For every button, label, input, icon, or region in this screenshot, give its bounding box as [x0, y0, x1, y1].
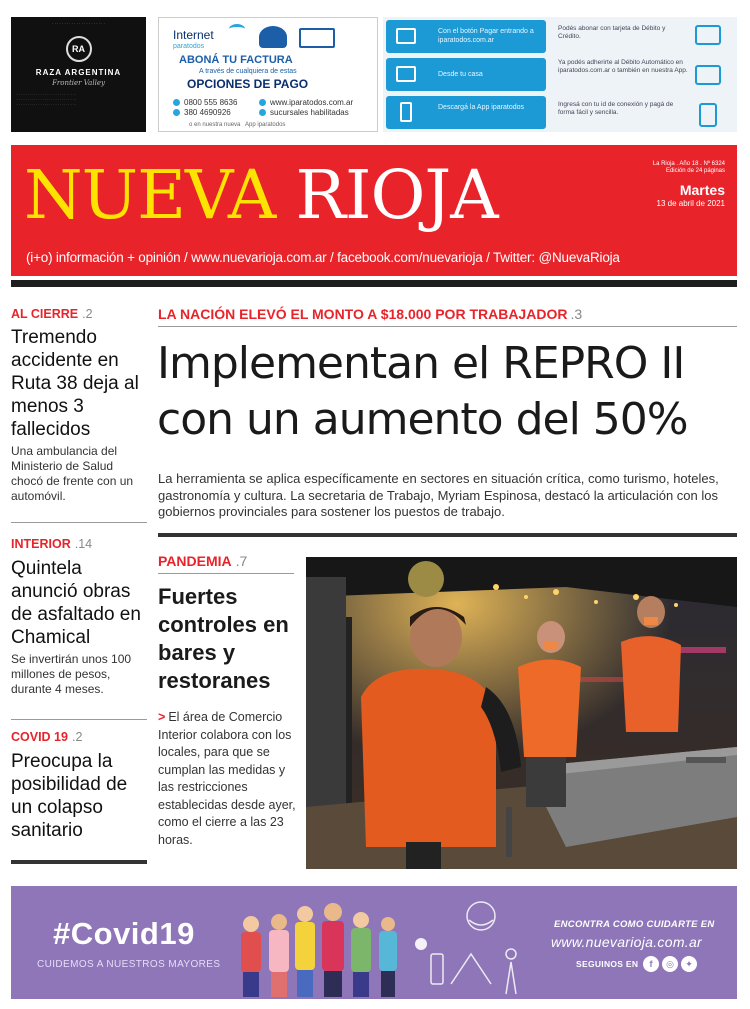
ad-footer: o en nuestra nueva App iparatodos: [189, 122, 286, 128]
left-story-covid[interactable]: [11, 730, 147, 842]
story-kicker: AL CIERRE .2: [11, 307, 93, 321]
debit-icon: [695, 65, 721, 85]
cursor-icon: [396, 28, 416, 44]
whatsapp-icon: [173, 109, 180, 116]
story-summary: Se invertirán unos 100 millones de pesos, durante 4 meses.: [11, 652, 132, 696]
story-kicker: COVID 19 .2: [11, 730, 83, 744]
pandemia-kicker: PANDEMIA .7: [158, 553, 248, 569]
raza-argentina-logo: RA: [66, 36, 92, 62]
edition-number: La Rioja . Año 18 . Nº 6324: [652, 161, 725, 167]
location-icon: [259, 109, 266, 116]
divider: [11, 719, 147, 720]
ad-desc-3: Ingresá con tu id de conexión y pagá de forma fácil y sencilla.: [558, 101, 674, 116]
story-headline: Preocupa la posibilidad de un colapso sanitario: [11, 751, 128, 841]
monitor-icon: [396, 66, 416, 82]
left-story-interior[interactable]: [11, 537, 147, 697]
virus-icon: [415, 938, 427, 950]
covid-banner[interactable]: [11, 886, 737, 999]
divider: [11, 522, 147, 523]
ad-brand: RAZA ARGENTINA: [35, 68, 122, 77]
pandemia-headline[interactable]: Fuertes controles en bares y restoranes: [158, 584, 289, 693]
ad-brand: Internet paratodos: [173, 28, 214, 50]
edition-meta: [653, 161, 725, 208]
pandemia-body: > El área de Comercio Interior colabora con los locales, para que se cumplan las medidas y las restricciones establecidas desde ayer, como el cierre a las 23 horas.: [158, 710, 296, 847]
masthead-slogan: (i+o) información + opinión / www.nuevarioja.com.ar / facebook.com/nuevarioja / Twitter: @NuevaRioja: [26, 250, 620, 265]
facebook-icon[interactable]: f: [643, 956, 659, 972]
phone-1: 0800 555 8636: [173, 98, 237, 107]
download-app-button[interactable]: Descargá la App iparatodos: [386, 96, 546, 129]
edition-day: Martes: [679, 182, 725, 198]
pay-online-button[interactable]: Con el botón Pagar entrando a iparatodos.com.ar: [386, 20, 546, 53]
ad-raza-argentina[interactable]: · · · · · · · · · · · · · · · · · · · · · · RA RAZA ARGENTINA Frontier Valley · · · · · · · · · · · · · · · · · · · · · · · · · · · · · · · · · · · · · · · · · · · · · · · · · · · · · · · · · · · · · · · · · · · · · · · · · · · · · · · · · · · ·: [11, 17, 146, 132]
inspectors-at-bar-image: [306, 557, 737, 869]
story-kicker: INTERIOR .14: [11, 537, 93, 551]
story-headline: Tremendo accidente en Ruta 38 deja al menos 3 fallecidos: [11, 327, 139, 440]
smartphone-icon: [400, 102, 412, 122]
divider: [158, 573, 294, 574]
globe-icon: [259, 99, 266, 106]
story-summary: Una ambulancia del Ministerio de Salud chocó de frente con un automóvil.: [11, 444, 134, 503]
ad-desc-1: Podés abonar con tarjeta de Débito y Crédito.: [558, 25, 666, 40]
banner-follow-label: SEGUINOS EN: [576, 959, 639, 969]
phone-icon: [173, 99, 180, 106]
web-link[interactable]: www.iparatodos.com.ar: [259, 98, 353, 107]
instagram-icon[interactable]: ◎: [662, 956, 678, 972]
covid-hashtag: #Covid19: [53, 916, 195, 951]
covid-subtitle: CUIDEMOS A NUESTROS MAYORES: [37, 959, 221, 970]
masthead-divider: [11, 280, 737, 287]
left-story-al-cierre[interactable]: [11, 307, 147, 504]
branches-link[interactable]: sucursales habilitadas: [259, 108, 349, 117]
laptop-icon: [299, 28, 335, 48]
house-icon: [259, 26, 287, 48]
people-illustration: [231, 894, 531, 999]
story-headline: Quintela anunció obras de asfaltado en Chamical: [11, 558, 141, 648]
wifi-icon: [229, 24, 245, 34]
ad-subline: A través de cualquiera de estas: [199, 68, 297, 75]
ad-headline: ABONÁ TU FACTURA: [179, 54, 293, 66]
divider: [11, 860, 147, 864]
newspaper-title: NUEVA RIOJA: [24, 156, 498, 234]
main-headline[interactable]: Implementan el REPRO II con un aumento del 50%: [157, 338, 688, 445]
ad-desc-2: Ya podés adherirte al Débito Automático en iparatodos.com.ar o también en nuestra App.: [558, 59, 688, 74]
edition-pages: Edición de 24 páginas: [665, 168, 725, 174]
ad-payment-options[interactable]: [383, 17, 737, 132]
phone-2: 380 4690926: [173, 108, 231, 117]
ad-cta: OPCIONES DE PAGO: [187, 77, 309, 91]
touch-phone-icon: [699, 103, 717, 127]
divider: [158, 326, 737, 327]
card-icon: [695, 25, 721, 45]
ad-internet-paratodos[interactable]: [158, 17, 378, 132]
ad-script: Frontier Valley: [52, 79, 105, 87]
banner-cta: ENCONTRA COMO CUIDARTE EN: [554, 919, 715, 930]
masthead: [11, 145, 737, 276]
twitter-icon[interactable]: ✦: [681, 956, 697, 972]
pay-home-button[interactable]: Desde tu casa: [386, 58, 546, 91]
main-story-kicker: LA NACIÓN ELEVÓ EL MONTO A $18.000 POR TRABAJADOR .3: [158, 306, 583, 322]
pandemia-photo[interactable]: [306, 557, 737, 869]
banner-website-link[interactable]: www.nuevarioja.com.ar: [551, 934, 703, 950]
main-story-deck: La herramienta se aplica específicamente en sectores en situación crítica, como turismo, hoteles, gastronomía y cultura. La secretaria de Trabajo, Myriam Espinosa, destacó la articulación con los gobiernos provinciales para sostener los puestos de trabajo.: [158, 471, 719, 519]
edition-date: 13 de abril de 2021: [656, 199, 725, 208]
arrow-icon: >: [158, 710, 166, 724]
divider: [158, 533, 737, 537]
